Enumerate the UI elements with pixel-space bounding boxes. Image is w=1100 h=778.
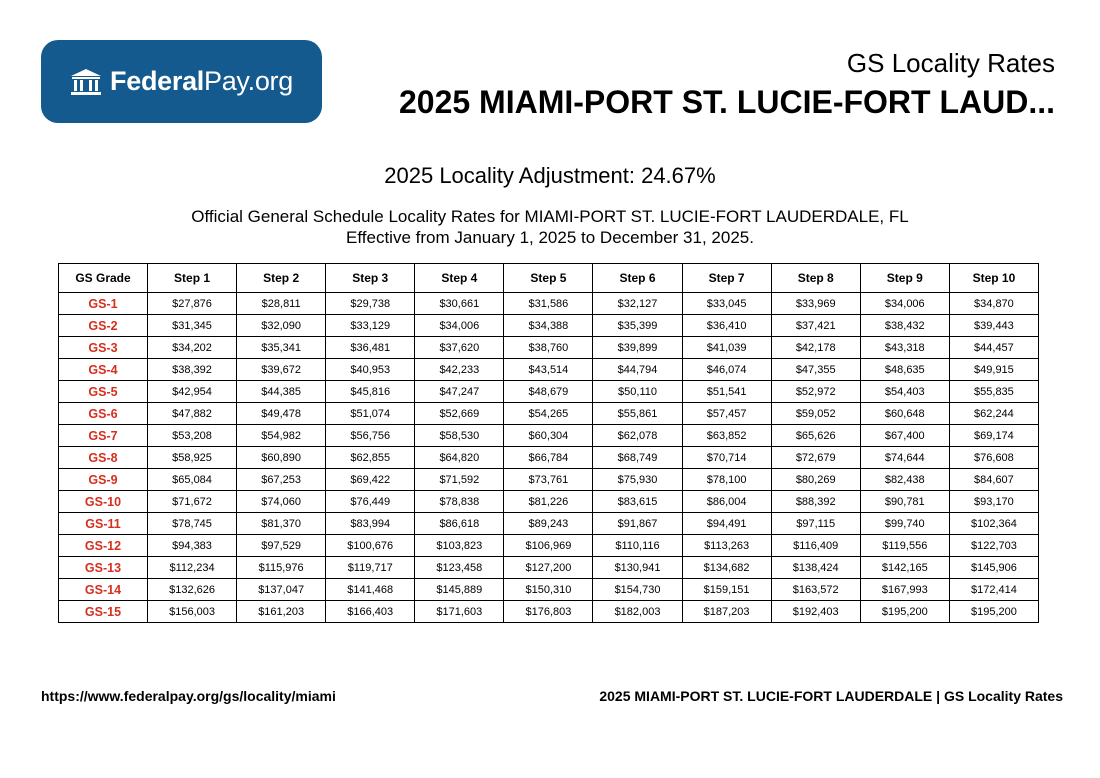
- salary-cell: $48,635: [860, 359, 949, 381]
- salary-cell: $58,925: [148, 447, 237, 469]
- salary-cell: $70,714: [682, 447, 771, 469]
- salary-cell: $63,852: [682, 425, 771, 447]
- salary-cell: $154,730: [593, 579, 682, 601]
- description-line-1: Official General Schedule Locality Rates for MIAMI-PORT ST. LUCIE-FORT LAUDERDALE, FL: [191, 207, 909, 226]
- grade-cell[interactable]: GS-9: [59, 469, 148, 491]
- salary-cell: $45,816: [326, 381, 415, 403]
- salary-cell: $167,993: [860, 579, 949, 601]
- grade-cell[interactable]: GS-4: [59, 359, 148, 381]
- column-header-step-7: Step 7: [682, 264, 771, 293]
- locality-adjustment: 2025 Locality Adjustment: 24.67%: [384, 163, 716, 188]
- salary-cell: $89,243: [504, 513, 593, 535]
- column-header-step-6: Step 6: [593, 264, 682, 293]
- salary-cell: $56,756: [326, 425, 415, 447]
- salary-cell: $112,234: [148, 557, 237, 579]
- table-row: [59, 601, 1039, 623]
- table-row: [59, 381, 1039, 403]
- salary-cell: $38,760: [504, 337, 593, 359]
- salary-cell: $195,200: [860, 601, 949, 623]
- salary-cell: $33,045: [682, 293, 771, 315]
- salary-cell: $182,003: [593, 601, 682, 623]
- salary-cell: $141,468: [326, 579, 415, 601]
- column-header-step-8: Step 8: [771, 264, 860, 293]
- grade-cell[interactable]: GS-15: [59, 601, 148, 623]
- grade-cell[interactable]: GS-7: [59, 425, 148, 447]
- salary-cell: $172,414: [949, 579, 1038, 601]
- salary-cell: $44,385: [237, 381, 326, 403]
- grade-cell[interactable]: GS-13: [59, 557, 148, 579]
- salary-cell: $72,679: [771, 447, 860, 469]
- salary-cell: $51,541: [682, 381, 771, 403]
- salary-cell: $49,915: [949, 359, 1038, 381]
- salary-cell: $78,100: [682, 469, 771, 491]
- salary-cell: $80,269: [771, 469, 860, 491]
- table-description: [0, 206, 1100, 248]
- salary-cell: $33,969: [771, 293, 860, 315]
- salary-cell: $137,047: [237, 579, 326, 601]
- salary-cell: $123,458: [415, 557, 504, 579]
- salary-cell: $130,941: [593, 557, 682, 579]
- salary-cell: $176,803: [504, 601, 593, 623]
- salary-cell: $71,672: [148, 491, 237, 513]
- grade-cell[interactable]: GS-10: [59, 491, 148, 513]
- grade-cell[interactable]: GS-11: [59, 513, 148, 535]
- page-title: 2025 MIAMI-PORT ST. LUCIE-FORT LAUD...: [398, 84, 1055, 120]
- grade-cell[interactable]: GS-1: [59, 293, 148, 315]
- salary-cell: $145,889: [415, 579, 504, 601]
- salary-cell: $93,170: [949, 491, 1038, 513]
- salary-cell: $55,861: [593, 403, 682, 425]
- salary-cell: $138,424: [771, 557, 860, 579]
- salary-cell: $94,383: [148, 535, 237, 557]
- salary-cell: $86,004: [682, 491, 771, 513]
- salary-cell: $99,740: [860, 513, 949, 535]
- salary-cell: $60,648: [860, 403, 949, 425]
- salary-cell: $34,870: [949, 293, 1038, 315]
- grade-cell[interactable]: GS-2: [59, 315, 148, 337]
- table-header-row: [59, 264, 1039, 293]
- salary-cell: $86,618: [415, 513, 504, 535]
- salary-cell: $119,556: [860, 535, 949, 557]
- logo-text-bold: Federal: [110, 66, 204, 96]
- salary-cell: $34,388: [504, 315, 593, 337]
- table-row: [59, 315, 1039, 337]
- grade-cell[interactable]: GS-3: [59, 337, 148, 359]
- salary-cell: $28,811: [237, 293, 326, 315]
- salary-cell: $34,006: [860, 293, 949, 315]
- salary-cell: $47,882: [148, 403, 237, 425]
- column-header-step-2: Step 2: [237, 264, 326, 293]
- table-row: [59, 447, 1039, 469]
- table-row: [59, 293, 1039, 315]
- salary-cell: $91,867: [593, 513, 682, 535]
- footer-title: 2025 MIAMI-PORT ST. LUCIE-FORT LAUDERDALE | GS Locality Rates: [599, 688, 1063, 704]
- salary-cell: $81,370: [237, 513, 326, 535]
- salary-cell: $83,994: [326, 513, 415, 535]
- salary-cell: $65,626: [771, 425, 860, 447]
- salary-cell: $65,084: [148, 469, 237, 491]
- salary-cell: $54,265: [504, 403, 593, 425]
- salary-cell: $192,403: [771, 601, 860, 623]
- salary-cell: $78,745: [148, 513, 237, 535]
- salary-cell: $75,930: [593, 469, 682, 491]
- salary-cell: $94,491: [682, 513, 771, 535]
- salary-cell: $42,954: [148, 381, 237, 403]
- salary-cell: $39,899: [593, 337, 682, 359]
- salary-cell: $34,202: [148, 337, 237, 359]
- salary-cell: $49,478: [237, 403, 326, 425]
- salary-cell: $68,749: [593, 447, 682, 469]
- salary-cell: $110,116: [593, 535, 682, 557]
- logo-text: [110, 66, 293, 97]
- federalpay-logo[interactable]: [41, 40, 322, 123]
- salary-cell: $127,200: [504, 557, 593, 579]
- salary-cell: $78,838: [415, 491, 504, 513]
- salary-cell: $76,608: [949, 447, 1038, 469]
- salary-cell: $161,203: [237, 601, 326, 623]
- salary-cell: $43,318: [860, 337, 949, 359]
- logo-text-regular: Pay.org: [204, 66, 293, 96]
- salary-cell: $150,310: [504, 579, 593, 601]
- salary-cell: $132,626: [148, 579, 237, 601]
- salary-cell: $76,449: [326, 491, 415, 513]
- table-row: [59, 513, 1039, 535]
- salary-cell: $159,151: [682, 579, 771, 601]
- table-row: [59, 403, 1039, 425]
- salary-cell: $37,620: [415, 337, 504, 359]
- page-subtitle: GS Locality Rates: [846, 48, 1055, 78]
- salary-cell: $38,392: [148, 359, 237, 381]
- grade-cell[interactable]: GS-8: [59, 447, 148, 469]
- salary-cell: $67,253: [237, 469, 326, 491]
- salary-cell: $119,717: [326, 557, 415, 579]
- salary-cell: $34,006: [415, 315, 504, 337]
- salary-cell: $44,794: [593, 359, 682, 381]
- table-body: [59, 293, 1039, 623]
- salary-cell: $106,969: [504, 535, 593, 557]
- table-row: [59, 579, 1039, 601]
- salary-cell: $84,607: [949, 469, 1038, 491]
- salary-cell: $42,178: [771, 337, 860, 359]
- salary-cell: $145,906: [949, 557, 1038, 579]
- salary-cell: $163,572: [771, 579, 860, 601]
- salary-cell: $35,399: [593, 315, 682, 337]
- salary-cell: $187,203: [682, 601, 771, 623]
- salary-cell: $50,110: [593, 381, 682, 403]
- grade-cell[interactable]: GS-12: [59, 535, 148, 557]
- salary-cell: $58,530: [415, 425, 504, 447]
- salary-cell: $43,514: [504, 359, 593, 381]
- salary-cell: $31,586: [504, 293, 593, 315]
- salary-cell: $36,481: [326, 337, 415, 359]
- salary-cell: $38,432: [860, 315, 949, 337]
- salary-cell: $71,592: [415, 469, 504, 491]
- salary-cell: $35,341: [237, 337, 326, 359]
- salary-cell: $51,074: [326, 403, 415, 425]
- salary-cell: $103,823: [415, 535, 504, 557]
- salary-cell: $73,761: [504, 469, 593, 491]
- salary-cell: $69,422: [326, 469, 415, 491]
- salary-cell: $37,421: [771, 315, 860, 337]
- salary-cell: $29,738: [326, 293, 415, 315]
- footer-url[interactable]: https://www.federalpay.org/gs/locality/miami: [41, 688, 336, 704]
- salary-cell: $44,457: [949, 337, 1038, 359]
- column-header-step-1: Step 1: [148, 264, 237, 293]
- salary-cell: $134,682: [682, 557, 771, 579]
- salary-cell: $52,669: [415, 403, 504, 425]
- salary-cell: $55,835: [949, 381, 1038, 403]
- salary-cell: $115,976: [237, 557, 326, 579]
- salary-cell: $142,165: [860, 557, 949, 579]
- salary-cell: $97,529: [237, 535, 326, 557]
- salary-cell: $47,355: [771, 359, 860, 381]
- column-header-grade: GS Grade: [59, 264, 148, 293]
- grade-cell[interactable]: GS-6: [59, 403, 148, 425]
- salary-cell: $74,644: [860, 447, 949, 469]
- table-row: [59, 557, 1039, 579]
- locality-rates-table: [58, 263, 1039, 623]
- salary-cell: $36,410: [682, 315, 771, 337]
- table-row: [59, 359, 1039, 381]
- column-header-step-3: Step 3: [326, 264, 415, 293]
- salary-cell: $48,679: [504, 381, 593, 403]
- salary-cell: $30,661: [415, 293, 504, 315]
- grade-cell[interactable]: GS-5: [59, 381, 148, 403]
- column-header-step-9: Step 9: [860, 264, 949, 293]
- bank-building-icon: [70, 68, 102, 96]
- salary-cell: $39,443: [949, 315, 1038, 337]
- salary-cell: $32,090: [237, 315, 326, 337]
- salary-cell: $41,039: [682, 337, 771, 359]
- salary-cell: $52,972: [771, 381, 860, 403]
- salary-cell: $100,676: [326, 535, 415, 557]
- salary-cell: $46,074: [682, 359, 771, 381]
- salary-cell: $57,457: [682, 403, 771, 425]
- salary-cell: $66,784: [504, 447, 593, 469]
- salary-cell: $60,304: [504, 425, 593, 447]
- salary-cell: $88,392: [771, 491, 860, 513]
- salary-cell: $113,263: [682, 535, 771, 557]
- salary-cell: $156,003: [148, 601, 237, 623]
- table-row: [59, 425, 1039, 447]
- salary-cell: $81,226: [504, 491, 593, 513]
- table-row: [59, 491, 1039, 513]
- description-line-2: Effective from January 1, 2025 to December 31, 2025.: [346, 228, 754, 247]
- salary-cell: $69,174: [949, 425, 1038, 447]
- salary-cell: $39,672: [237, 359, 326, 381]
- table-row: [59, 337, 1039, 359]
- salary-cell: $60,890: [237, 447, 326, 469]
- salary-cell: $53,208: [148, 425, 237, 447]
- salary-cell: $62,855: [326, 447, 415, 469]
- salary-cell: $116,409: [771, 535, 860, 557]
- salary-cell: $27,876: [148, 293, 237, 315]
- salary-cell: $102,364: [949, 513, 1038, 535]
- salary-cell: $90,781: [860, 491, 949, 513]
- salary-cell: $97,115: [771, 513, 860, 535]
- salary-cell: $40,953: [326, 359, 415, 381]
- salary-cell: $54,403: [860, 381, 949, 403]
- salary-cell: $31,345: [148, 315, 237, 337]
- table-row: [59, 469, 1039, 491]
- salary-cell: $32,127: [593, 293, 682, 315]
- grade-cell[interactable]: GS-14: [59, 579, 148, 601]
- salary-cell: $67,400: [860, 425, 949, 447]
- salary-cell: $33,129: [326, 315, 415, 337]
- table-row: [59, 535, 1039, 557]
- salary-cell: $62,078: [593, 425, 682, 447]
- salary-cell: $82,438: [860, 469, 949, 491]
- salary-cell: $74,060: [237, 491, 326, 513]
- salary-cell: $47,247: [415, 381, 504, 403]
- salary-cell: $166,403: [326, 601, 415, 623]
- salary-cell: $122,703: [949, 535, 1038, 557]
- salary-cell: $62,244: [949, 403, 1038, 425]
- salary-cell: $59,052: [771, 403, 860, 425]
- column-header-step-10: Step 10: [949, 264, 1038, 293]
- column-header-step-4: Step 4: [415, 264, 504, 293]
- salary-cell: $64,820: [415, 447, 504, 469]
- salary-cell: $83,615: [593, 491, 682, 513]
- salary-cell: $54,982: [237, 425, 326, 447]
- salary-cell: $195,200: [949, 601, 1038, 623]
- salary-cell: $42,233: [415, 359, 504, 381]
- column-header-step-5: Step 5: [504, 264, 593, 293]
- salary-cell: $171,603: [415, 601, 504, 623]
